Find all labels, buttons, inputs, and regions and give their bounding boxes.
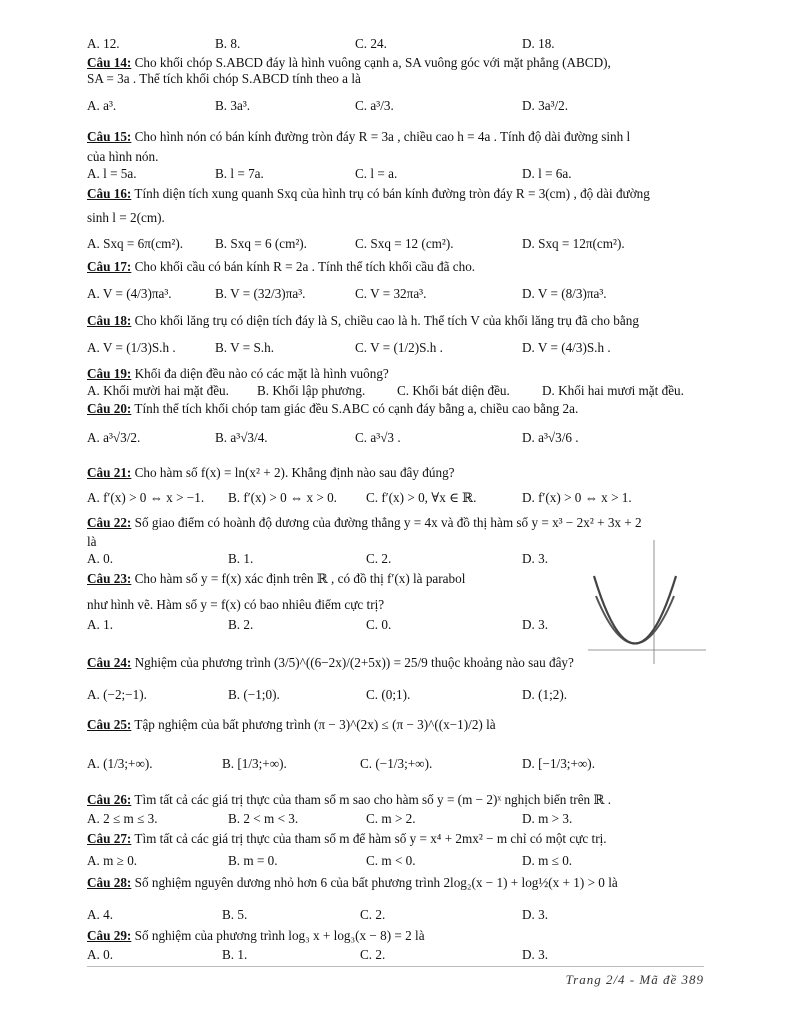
q27-option-d: D. m ≤ 0. <box>522 853 573 868</box>
q25-option-b: B. [1/3;+∞). <box>222 756 287 771</box>
footer-divider <box>87 966 704 967</box>
q16-option-b: B. Sxq = 6 (cm²). <box>215 236 307 251</box>
q17-option-d: D. V = (8/3)πa³. <box>522 286 607 301</box>
q26-option-b: B. 2 < m < 3. <box>228 811 299 826</box>
q29-option-a: A. 0. <box>87 947 114 962</box>
question-23 <box>87 571 465 587</box>
q21-option-a: A. f′(x) > 0 ⇔ x > −1. <box>87 490 205 505</box>
q23-option-a: A. 1. <box>87 617 114 632</box>
q18-option-a: A. V = (1/3)S.h . <box>87 340 176 355</box>
question-label: Câu 22: <box>87 515 132 530</box>
q18-option-d: D. V = (4/3)S.h . <box>522 340 611 355</box>
q28-option-a: A. 4. <box>87 907 114 922</box>
q26-option-d: D. m > 3. <box>522 811 573 826</box>
question-22-cont: là <box>87 534 97 549</box>
question-26 <box>87 792 611 808</box>
q29-option-c: C. 2. <box>360 947 386 962</box>
q20-option-c: C. a³√3 . <box>355 430 401 445</box>
question-16-cont: sinh l = 2(cm). <box>87 210 165 225</box>
prev-option-c: C. 24. <box>355 36 387 51</box>
q24-option-d: D. (1;2). <box>522 687 568 702</box>
q19-option-a: A. Khối mười hai mặt đều. <box>87 383 229 398</box>
q18-option-c: C. V = (1/2)S.h . <box>355 340 443 355</box>
question-label: Câu 17: <box>87 259 132 274</box>
q14-option-d: D. 3a³/2. <box>522 98 569 113</box>
q28-option-b: B. 5. <box>222 907 248 922</box>
q21-option-b: B. f′(x) > 0 ⇔ x > 0. <box>228 490 337 505</box>
q18-option-b: B. V = S.h. <box>215 340 274 355</box>
question-29 <box>87 928 425 944</box>
question-label: Câu 20: <box>87 401 132 416</box>
question-24 <box>87 655 574 671</box>
page-footer: Trang 2/4 - Mã đề 389 <box>565 972 704 987</box>
question-text: Số nghiệm của phương trình log₃ x + log₃(x − 8) = 2 là <box>131 928 425 943</box>
question-text: Số giao điểm có hoành độ dương của đường thẳng y = 4x và đồ thị hàm số y = x³ − 2x² + 3x + 2 <box>131 515 642 530</box>
q19-option-c: C. Khối bát diện đều. <box>397 383 510 398</box>
question-label: Câu 18: <box>87 313 132 328</box>
q28-option-d: D. 3. <box>522 907 549 922</box>
question-text: Tìm tất cả các giá trị thực của tham số m để hàm số y = x⁴ + 2mx² − m chỉ có một cực trị. <box>131 831 607 846</box>
q17-option-a: A. V = (4/3)πa³. <box>87 286 172 301</box>
question-23-cont: như hình vẽ. Hàm số y = f(x) có bao nhiêu điểm cực trị? <box>87 597 385 612</box>
q16-option-a: A. Sxq = 6π(cm²). <box>87 236 184 251</box>
q29-option-d: D. 3. <box>522 947 549 962</box>
question-text: Cho hàm số y = f(x) xác định trên ℝ , có đồ thị f′(x) là parabol <box>131 571 466 586</box>
question-label: Câu 21: <box>87 465 132 480</box>
question-label: Câu 26: <box>87 792 132 807</box>
q21-option-c: C. f′(x) > 0, ∀x ∈ ℝ. <box>366 490 477 505</box>
question-16 <box>87 186 650 202</box>
q22-option-d: D. 3. <box>522 551 549 566</box>
question-text: Tập nghiệm của bất phương trình (π − 3)^(2x) ≤ (π − 3)^((x−1)/2) là <box>131 717 496 732</box>
question-label: Câu 23: <box>87 571 132 586</box>
question-14 <box>87 55 611 71</box>
q22-option-b: B. 1. <box>228 551 254 566</box>
question-20 <box>87 401 578 417</box>
q22-option-a: A. 0. <box>87 551 114 566</box>
question-text: Tìm tất cả các giá trị thực của tham số m sao cho hàm số y = (m − 2)ˣ nghịch biến trên ℝ . <box>131 792 611 807</box>
question-25 <box>87 717 496 733</box>
question-15 <box>87 129 630 145</box>
q14-option-a: A. a³. <box>87 98 117 113</box>
question-text: Tính diện tích xung quanh Sxq của hình trụ có bán kính đường tròn đáy R = 3(cm) , độ dài đường <box>131 186 650 201</box>
q28-option-c: C. 2. <box>360 907 386 922</box>
question-text: Cho khối lăng trụ có diện tích đáy là S, chiều cao là h. Thể tích V của khối lăng trụ đã cho bằng <box>131 313 639 328</box>
question-text: Nghiệm của phương trình (3/5)^((6−2x)/(2+5x)) = 25/9 thuộc khoảng nào sau đây? <box>131 655 574 670</box>
question-text: Tính thể tích khối chóp tam giác đều S.ABC có cạnh đáy bằng a, chiều cao bằng 2a. <box>131 401 579 416</box>
q25-option-d: D. [−1/3;+∞). <box>522 756 595 771</box>
prev-option-b: B. 8. <box>215 36 241 51</box>
q27-option-c: C. m < 0. <box>366 853 416 868</box>
q15-option-b: B. l = 7a. <box>215 166 264 181</box>
q16-option-d: D. Sxq = 12π(cm²). <box>522 236 625 251</box>
question-label: Câu 15: <box>87 129 132 144</box>
parabola-graph <box>586 536 708 666</box>
q23-option-b: B. 2. <box>228 617 254 632</box>
prev-option-d: D. 18. <box>522 36 555 51</box>
q23-option-c: C. 0. <box>366 617 392 632</box>
question-label: Câu 14: <box>87 55 132 70</box>
q26-option-c: C. m > 2. <box>366 811 416 826</box>
q14-option-b: B. 3a³. <box>215 98 251 113</box>
prev-option-a: A. 12. <box>87 36 120 51</box>
q21-option-d: D. f′(x) > 0 ⇔ x > 1. <box>522 490 632 505</box>
q17-option-b: B. V = (32/3)πa³. <box>215 286 306 301</box>
question-text: Khối đa diện đều nào có các mặt là hình vuông? <box>131 366 389 381</box>
question-label: Câu 19: <box>87 366 132 381</box>
question-label: Câu 28: <box>87 875 132 890</box>
question-text: Cho hình nón có bán kính đường tròn đáy R = 3a , chiều cao h = 4a . Tính độ dài đường sinh l <box>131 129 631 144</box>
question-text: Số nghiệm nguyên dương nhỏ hơn 6 của bất phương trình 2log₂(x − 1) + log½(x + 1) > 0 là <box>131 875 618 890</box>
q19-option-b: B. Khối lập phương. <box>257 383 366 398</box>
question-19 <box>87 366 389 382</box>
q25-option-a: A. (1/3;+∞). <box>87 756 153 771</box>
question-27 <box>87 831 607 847</box>
question-21 <box>87 465 455 481</box>
question-text: Cho hàm số f(x) = ln(x² + 2). Khẳng định nào sau đây đúng? <box>131 465 455 480</box>
q24-option-a: A. (−2;−1). <box>87 687 147 702</box>
question-14-cont: SA = 3a . Thể tích khối chóp S.ABCD tính theo a là <box>87 71 361 86</box>
q24-option-c: C. (0;1). <box>366 687 411 702</box>
q27-option-a: A. m ≥ 0. <box>87 853 138 868</box>
question-18 <box>87 313 639 329</box>
q15-option-d: D. l = 6a. <box>522 166 572 181</box>
question-label: Câu 25: <box>87 717 132 732</box>
question-label: Câu 29: <box>87 928 132 943</box>
q29-option-b: B. 1. <box>222 947 248 962</box>
question-text: Cho khối cầu có bán kính R = 2a . Tính thể tích khối cầu đã cho. <box>131 259 476 274</box>
question-28 <box>87 875 618 891</box>
q15-option-c: C. l = a. <box>355 166 398 181</box>
question-label: Câu 16: <box>87 186 132 201</box>
q20-option-b: B. a³√3/4. <box>215 430 268 445</box>
q15-option-a: A. l = 5a. <box>87 166 137 181</box>
question-22 <box>87 515 642 531</box>
q22-option-c: C. 2. <box>366 551 392 566</box>
q25-option-c: C. (−1/3;+∞). <box>360 756 433 771</box>
q20-option-d: D. a³√3/6 . <box>522 430 579 445</box>
q17-option-c: C. V = 32πa³. <box>355 286 427 301</box>
q23-option-d: D. 3. <box>522 617 549 632</box>
q16-option-c: C. Sxq = 12 (cm²). <box>355 236 454 251</box>
q26-option-a: A. 2 ≤ m ≤ 3. <box>87 811 158 826</box>
q14-option-c: C. a³/3. <box>355 98 394 113</box>
question-label: Câu 27: <box>87 831 132 846</box>
q27-option-b: B. m = 0. <box>228 853 278 868</box>
q24-option-b: B. (−1;0). <box>228 687 280 702</box>
question-17 <box>87 259 475 275</box>
q20-option-a: A. a³√3/2. <box>87 430 141 445</box>
question-15-cont: của hình nón. <box>87 149 159 164</box>
question-label: Câu 24: <box>87 655 132 670</box>
parabola-curve-outline <box>594 576 676 644</box>
question-text: Cho khối chóp S.ABCD đáy là hình vuông cạnh a, SA vuông góc với mặt phẳng (ABCD), <box>131 55 611 70</box>
parabola-curve <box>596 596 674 644</box>
q19-option-d: D. Khối hai mươi mặt đều. <box>542 383 684 398</box>
